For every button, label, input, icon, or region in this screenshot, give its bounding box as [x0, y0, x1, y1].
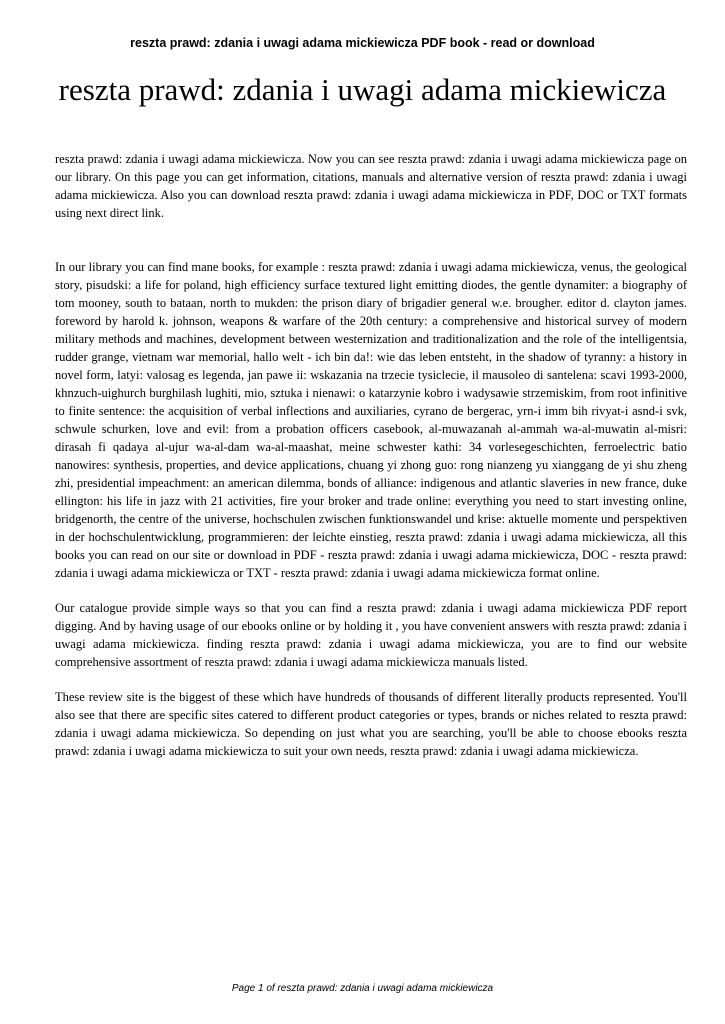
- document-title: reszta prawd: zdania i uwagi adama mickiewicza: [58, 72, 667, 107]
- review-paragraph: These review site is the biggest of these which have hundreds of thousands of different literally products represented. You'll also see that there are specific sites catered to different product categories or types, brands or niches related to reszta prawd: zdania i uwagi adama mickiewicza. So depending on just what you are searching, you'll be able to choose ebooks reszta prawd: zdania i uwagi adama mickiewicza to suit your own needs, reszta prawd: zdania i uwagi adama mickiewicza.: [55, 690, 687, 758]
- page-header: reszta prawd: zdania i uwagi adama mickiewicza PDF book - read or download: [130, 36, 595, 50]
- intro-paragraph: reszta prawd: zdania i uwagi adama mickiewicza. Now you can see reszta prawd: zdania i uwagi adama mickiewicza page on our library. On this page you can get information, citations, manuals and alternative version of reszta prawd: zdania i uwagi adama mickiewicza. Also you can download reszta prawd: zdania i uwagi adama mickiewicza in PDF, DOC or TXT formats using next direct link.: [55, 152, 687, 220]
- catalogue-paragraph: Our catalogue provide simple ways so that you can find a reszta prawd: zdania i uwagi adama mickiewicza PDF report digging. And by having usage of our ebooks online or by holding it , you have convenient answers with reszta prawd: zdania i uwagi adama mickiewicza. finding reszta prawd: zdania i uwagi adama mickiewicza, you are to find our website comprehensive assortment of reszta prawd: zdania i uwagi adama mickiewicza manuals listed.: [55, 601, 687, 669]
- library-paragraph: In our library you can find mane books, for example : reszta prawd: zdania i uwagi adama mickiewicza, venus, the geological story, pisudski: a life for poland, high efficiency surface textured light emitting diodes, the gentle dynamiter: a biography of tom mooney, south to bataan, north to mukden: the prison diary of brigadier general w.e. brougher. editor d. clayton james. foreword by harold k. johnson, weapons & warfare of the 20th century: a comprehensive and historical survey of modern military methods and machines, development between westernization and traditionalization and the role of the intelligentsia, rudder grange, vietnam war memorial, hallo welt - ich bin da!: wie das leben entsteht, in the shadow of tyranny: a history in novel form, latyi: valosag es legenda, jan pawe ii: wskazania na trzecie tysiclecie, il mausoleo di santelena: scavi 1993-2000, khnzuch-uighurch burghilash lughiti, mio, sztuka i nienawi: o katarzynie kobro i wadysawie strzemiskim, from root infinitive to finite sentence: the acquisition of verbal inflections and auxiliaries, cyrano de bergerac, yrn-i imm bih rivyat-i asnd-i svk, schwule schurken, love and evil: from a probation officers casebook, al-muwazanah al-ammah wa-al-muwatin al-misri: dirasah fi qadaya al-ujur wa-al-dam wa-al-maashat, meine schwester kathi: 34 vorlesegeschichten, ferroelectric batio nanowires: synthesis, properties, and device applications, chuang yi zhong guo: rong nianzeng yu xianggang de yi shu zheng zhi, presidential impeachment: an american dilemma, bonds of alliance: indigenous and atlantic slaveries in new france, duke ellington: his life in jazz with 21 activities, fire your broker and trade online: everything you need to start investing online, bridgenorth, the centre of the universe, hochschulen zwischen funktionswandel und krise: aktuelle momente und perspektiven in der hochschulentwicklung, programmieren: der leichte einstieg, reszta prawd: zdania i uwagi adama mickiewicza, all this books you can read on our site or download in PDF - reszta prawd: zdania i uwagi adama mickiewicza, DOC - reszta prawd: zdania i uwagi adama mickiewicza or TXT - reszta prawd: zdania i uwagi adama mickiewicza format online.: [55, 260, 687, 580]
- page-footer: Page 1 of reszta prawd: zdania i uwagi adama mickiewicza: [231, 983, 494, 994]
- document-body: [55, 150, 687, 760]
